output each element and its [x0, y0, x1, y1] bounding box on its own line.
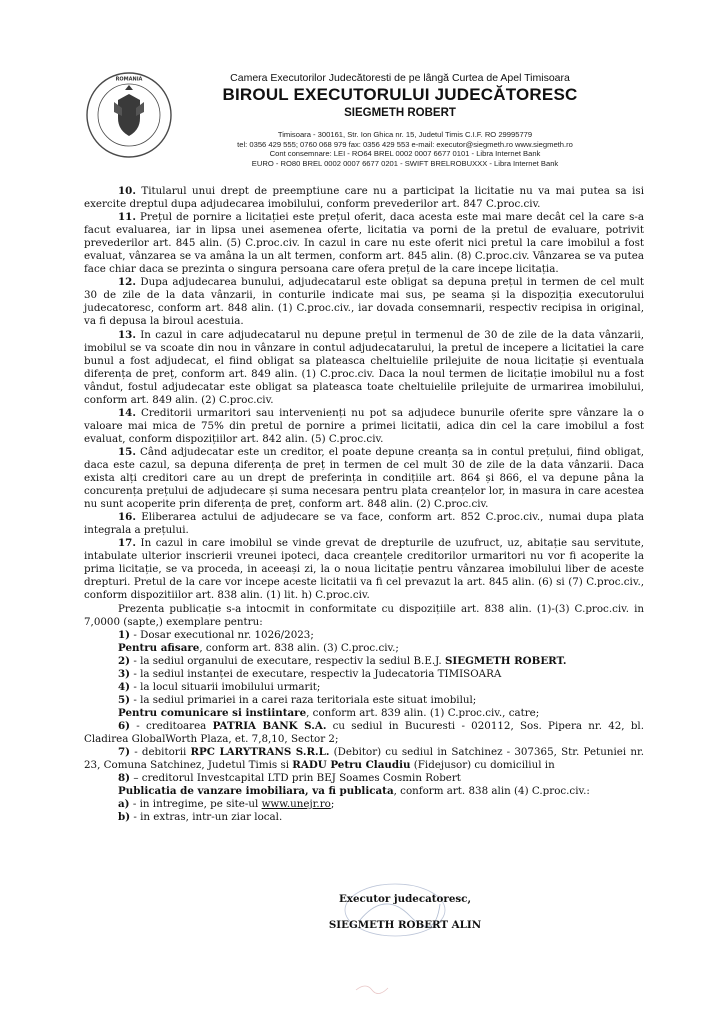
- list-item: [84, 694, 644, 707]
- list-marker: 8): [118, 772, 131, 785]
- heading-bold: Pentru comunicare si instiintare: [118, 706, 307, 719]
- paragraph-text: Dupa adjudecarea bunului, adjudecatarul este obligat sa depuna prețul in termen de cel mult 30 de zile de la data vânzarii, in conturile indicate mai sus, pe seama și la dispoziția executorului judecatoresc, conform art. 848 alin. (1) C.proc.civ., iar dovada consemnarii, respectiv recipisa in original, va fi depusa la biroul acestuia.: [84, 276, 644, 328]
- document-body: [84, 185, 644, 824]
- list-marker: 3): [118, 667, 131, 680]
- heading-bold: Pentru afisare: [118, 641, 200, 654]
- signature-title: Executor judecatoresc,: [338, 893, 472, 905]
- list-marker: 2): [118, 654, 131, 667]
- paragraph-number: 15.: [118, 445, 136, 458]
- paragraph-text: Titularul unui drept de preemptiune care nu a participat la licitatie nu va mai putea sa isi exercite dreptul dupa adjudecarea imobilului, conform prevederilor art. 847 C.proc.civ.: [84, 185, 644, 211]
- list-marker: 7): [118, 746, 131, 759]
- list-text: - la sediul primariei in a carei raza teritoriala este situat imobilul;: [130, 693, 477, 706]
- paragraph-13: [84, 329, 644, 407]
- paragraph-number: 13.: [118, 328, 136, 341]
- list-item: [84, 798, 644, 811]
- list-marker: 4): [118, 680, 131, 693]
- contact-line: Timisoara - 300161, Str. Ion Ghica nr. 15, Judetul Timis C.I.F. RO 29995779: [277, 130, 533, 139]
- list-item: [84, 772, 644, 785]
- list-heading: [84, 785, 644, 798]
- chamber-name: Camera Executorilor Judecătoresti de pe lângă Curtea de Apel Timisoara: [230, 72, 570, 84]
- paragraph-14: [84, 407, 644, 446]
- list-text: cu sediul in Bucuresti - 020112, Sos. Pipera nr. 42, bl. Cladirea GlobalWorth Plaza, et. 7,8,10, Sector 2;: [84, 719, 644, 745]
- heading-rest: , conform art. 838 alin (4) C.proc.civ.:: [393, 785, 590, 798]
- list-marker: 6): [118, 719, 131, 732]
- list-text: - la sediul instanței de executare, respectiv la Judecatoria TIMISOARA: [130, 667, 502, 680]
- list-item: [84, 811, 644, 824]
- list-text: - la locul situarii imobilului urmarit;: [130, 680, 321, 693]
- list-text: (Debitor) cu sediul in Satchinez - 307365, Str. Petuniei nr. 23, Comuna Satchinez, Judetul Timis si: [84, 746, 645, 772]
- heading-bold: Publicatia de vanzare imobiliara, va fi publicata: [118, 785, 394, 798]
- heading-rest: , conform art. 839 alin. (1) C.proc.civ., catre;: [306, 706, 540, 719]
- list-heading: [84, 707, 644, 720]
- paragraph-text: Prețul de pornire a licitației este prețul oferit, daca acesta este mai mare decât cel la care s-a facut evaluarea, iar in lipsa unei asemenea oferte, licitatia va porni de la pretul de evaluare, potrivit prevederilor art. 845 alin. (5) C.proc.civ. In cazul in care nu este oferit nici pretul la care imobilul a fost evaluat, vânzarea se va amâna la un alt termen, conform art. 845 alin. (8) C.proc.civ. Vânzarea se va putea face chiar daca se prezinta o singura persoana care ofera prețul de la care incepe licitația.: [84, 211, 644, 276]
- contact-line: tel: 0356 429 555; 0760 068 979 fax: 0356 429 553 e-mail: executor@siegmeth.ro www.siegmeth.ro: [237, 139, 573, 149]
- paragraph-number: 10.: [118, 185, 136, 197]
- svg-text:ROMANIA: ROMANIA: [115, 76, 143, 83]
- contact-line: EURO - RO80 BREL 0002 0007 6677 0201 - SWIFT BRELROBUXXX - Libra Internet Bank: [251, 158, 559, 168]
- list-text: ;: [330, 798, 335, 811]
- paragraph-16: [84, 511, 644, 537]
- list-bold: RADU Petru Claudiu: [292, 759, 411, 772]
- paragraph-number: 17.: [118, 537, 136, 550]
- paragraph-number: 16.: [118, 511, 136, 524]
- list-bold: RPC LARYTRANS S.R.L.: [190, 746, 330, 759]
- list-item: [84, 655, 644, 668]
- list-item: [84, 681, 644, 694]
- list-text: - creditoarea: [130, 719, 213, 732]
- list-item: [84, 720, 644, 746]
- list-bold: SIEGMETH ROBERT.: [444, 654, 567, 667]
- paragraph-number: 11.: [118, 211, 136, 224]
- signature-name: SIEGMETH ROBERT ALIN: [328, 919, 482, 931]
- paragraph-text: Când adjudecatar este un creditor, el poate depune creanța sa in contul prețului, fiind obligat, daca este cazul, sa depuna diferența de preț in termen de cel mult 30 de zile de la data vânzarii. Daca exista alți creditori care au un drept de preferința in condițiile art. 864 și 866, el va depune pâna la concurența prețului de adjudecare și suma necesara pentru plata creanțelor lor, in masura in care acestea nu sunt acoperite prin diferența de preț, conform art. 848 alin. (2) C.proc.civ.: [84, 445, 644, 511]
- paragraph-17: [84, 537, 644, 602]
- list-text: (Fidejusor) cu domiciliul in: [410, 759, 555, 772]
- publication-intro: Prezenta publicație s-a intocmit in conformitate cu dispozițiile art. 838 alin. (1)-(3) C.proc.civ. in 7,0000 (sapte,) exemplare pentru:: [84, 602, 644, 628]
- list-marker: a): [118, 798, 130, 811]
- list-marker: 1): [118, 628, 131, 641]
- list-marker: b): [118, 811, 131, 824]
- list-item: [84, 746, 644, 772]
- office-title: BIROUL EXECUTORULUI JUDECĂTORESC: [222, 85, 578, 104]
- paragraph-11: [84, 211, 644, 276]
- bailiff-name: SIEGMETH ROBERT: [344, 107, 456, 119]
- list-text: - Dosar executional nr. 1026/2023;: [130, 628, 314, 641]
- list-item: [84, 629, 644, 642]
- list-text: - in intregime, pe site-ul: [129, 798, 262, 811]
- list-text: – creditorul Investcapital LTD prin BEJ Soames Cosmin Robert: [130, 772, 461, 785]
- list-bold: PATRIA BANK S.A.: [212, 719, 327, 732]
- paragraph-12: [84, 276, 644, 328]
- paragraph-text: Eliberarea actului de adjudecare se va face, conform art. 852 C.proc.civ., numai dupa plata integrala a prețului.: [84, 511, 644, 537]
- heading-rest: , conform art. 838 alin. (3) C.proc.civ.;: [199, 641, 399, 654]
- paragraph-text: Creditorii urmaritori sau intervenienți nu pot sa adjudece bunurile oferite spre vânzare la o valoare mai mica de 75% din pretul de pornire a primei licitatii, adica din cel la care imobilul a fost evaluat, conform dispozițiilor art. 842 alin. (5) C.proc.civ.: [84, 406, 644, 445]
- paragraph-10: [84, 185, 644, 211]
- list-heading: [84, 642, 644, 655]
- paragraph-15: [84, 446, 644, 511]
- signature-block: [290, 893, 520, 932]
- list-text: - la sediul organului de executare, respectiv la sediul B.E.J.: [130, 654, 445, 667]
- letterhead: [160, 72, 640, 120]
- website-link[interactable]: www.unejr.ro: [261, 798, 331, 811]
- contact-line: Cont consemnare: LEI - RO64 BREL 0002 0007 6677 0101 - Libra Internet Bank: [269, 149, 541, 159]
- list-text: - debitorii: [130, 746, 191, 759]
- paragraph-text: In cazul in care adjudecatarul nu depune prețul in termenul de 30 de zile de la data vânzarii, imobilul se va scoate din nou in vânzare in contul adjudecatarului, la pretul de incepere a licitatiei la care bunul a fost adjudecat, el fiind obligat sa plateasca cheltuielile prilejuite de noua licitație și eventuala diferența de preț, conform art. 849 alin. (1) C.proc.civ. Daca la noul termen de licitație imobilul nu a fost vândut, fostul adjudecatar este obligat sa plateasca toate cheltuielile prilejuite de urmarirea imobilului, conform art. 849 alin. (2) C.proc.civ.: [84, 328, 644, 406]
- faint-mark: [352, 978, 392, 998]
- paragraph-text: In cazul in care imobilul se vinde grevat de drepturile de uzufruct, uz, abitație sau servitute, intabulate ulterior inscrierii vreunei ipoteci, daca creanțele creditorilor urmaritori nu vor fi acoperite la prima licitație, se va proceda, in aceeași zi, la o noua licitație pentru vânzarea imobilului liber de aceste drepturi. Pretul de la care vor incepe aceste licitatii va fi cel prevazut la art. 845 alin. (6) si (7) C.proc.civ., conform dispozitiilor art. 838 alin. (1) lit. h) C.proc.civ.: [84, 537, 644, 602]
- list-text: - in extras, intr-un ziar local.: [130, 811, 283, 824]
- paragraph-number: 14.: [118, 406, 136, 419]
- list-marker: 5): [118, 693, 131, 706]
- list-item: [84, 668, 644, 681]
- contact-block: [160, 130, 650, 168]
- paragraph-number: 12.: [118, 276, 136, 289]
